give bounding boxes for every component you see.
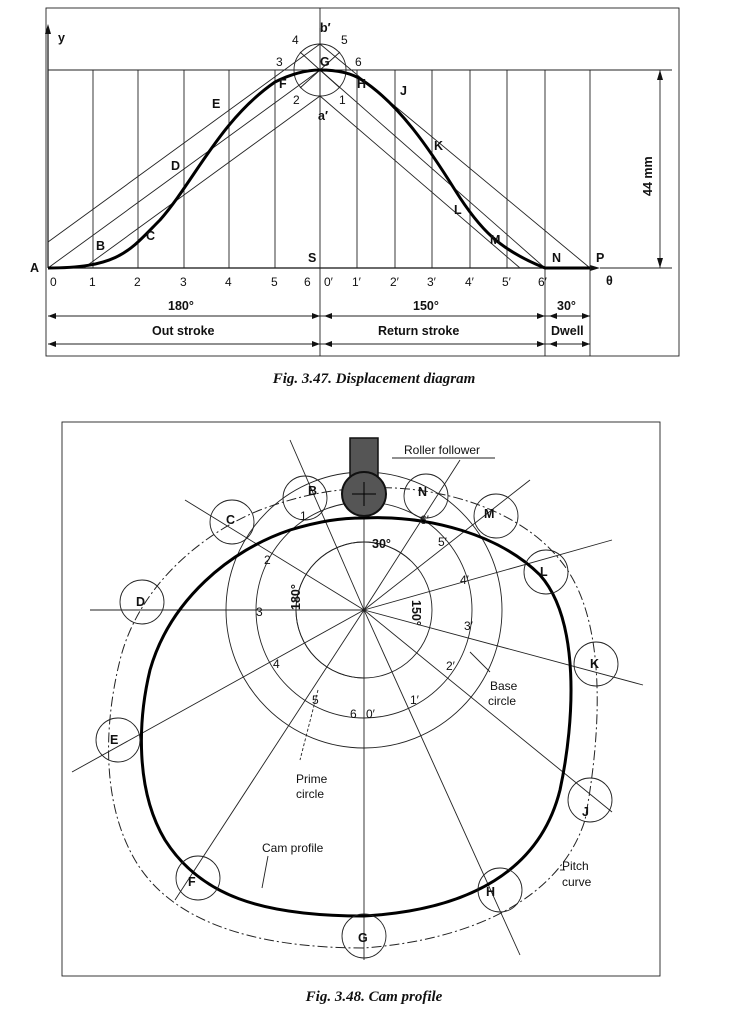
base-circle-label-2: circle <box>488 694 517 708</box>
caption-fig-3-47: Fig. 3.47. Displacement diagram <box>272 371 476 387</box>
cam-num-1: 1 <box>300 509 307 523</box>
cam-point-K: K <box>590 657 600 671</box>
point-J: J <box>400 84 407 98</box>
cam-angle-30: 30° <box>372 537 391 551</box>
roller-positions <box>96 474 618 958</box>
arc-number-4: 4 <box>292 33 299 47</box>
point-a-prime: a′ <box>318 109 328 123</box>
div-4p: 4′ <box>465 275 474 289</box>
angle-dwell: 30° <box>557 299 576 313</box>
cam-angle-180: 180° <box>289 584 303 610</box>
point-K: K <box>434 139 444 153</box>
base-circle-label-1: Base <box>490 679 518 693</box>
displacement-curve <box>48 70 590 268</box>
point-G: G <box>320 55 330 69</box>
cam-num-3p: 3′ <box>464 619 473 633</box>
y-axis-label: y <box>58 31 65 45</box>
div-5p: 5′ <box>502 275 511 289</box>
point-D: D <box>171 159 181 173</box>
div-2p: 2′ <box>390 275 399 289</box>
arc-number-5: 5 <box>341 33 348 47</box>
div-3: 3 <box>180 275 187 289</box>
cam-point-G: G <box>358 931 368 945</box>
cam-point-E: E <box>110 733 119 747</box>
diagram-frame <box>46 8 679 356</box>
div-6p: 6′ <box>538 275 547 289</box>
point-F: F <box>279 77 287 91</box>
roller-follower-label: Roller follower <box>404 443 481 457</box>
angle-return: 150° <box>413 299 439 313</box>
prime-circle-label-2: circle <box>296 787 325 801</box>
point-A: A <box>30 261 40 275</box>
displacement-diagram <box>0 0 748 370</box>
point-M: M <box>490 233 501 247</box>
cam-num-4p: 4′ <box>460 573 469 587</box>
cam-point-F: F <box>188 875 196 889</box>
cam-num-4: 4 <box>273 657 280 671</box>
point-C: C <box>146 229 156 243</box>
cam-num-6: 6 <box>350 707 357 721</box>
label-dwell: Dwell <box>551 324 584 338</box>
div-4: 4 <box>225 275 232 289</box>
cam-point-H: H <box>486 885 496 899</box>
cam-point-M: M <box>484 507 495 521</box>
arc-number-1: 1 <box>339 93 346 107</box>
cam-point-D: D <box>136 595 146 609</box>
div-1: 1 <box>89 275 96 289</box>
label-out-stroke: Out stroke <box>152 324 215 338</box>
point-b-prime: b′ <box>320 21 331 35</box>
cam-num-2p: 2′ <box>446 659 455 673</box>
cam-num-0p: 0′ <box>366 707 375 721</box>
cam-point-L: L <box>540 565 548 579</box>
pitch-curve-label-2: curve <box>562 875 592 889</box>
cam-profile-diagram <box>0 400 748 990</box>
div-6: 6 <box>304 275 311 289</box>
div-0: 0 <box>50 275 57 289</box>
theta-axis-label: θ <box>606 274 613 288</box>
cam-num-5: 5 <box>312 693 319 707</box>
point-E: E <box>212 97 221 111</box>
point-N: N <box>552 251 562 265</box>
caption-fig-3-48: Fig. 3.48. Cam profile <box>305 989 443 1005</box>
prime-circle-label-1: Prime <box>296 772 328 786</box>
label-return-stroke: Return stroke <box>378 324 460 338</box>
div-3p: 3′ <box>427 275 436 289</box>
angle-out: 180° <box>168 299 194 313</box>
cam-num-3: 3 <box>256 605 263 619</box>
cam-point-J: J <box>582 805 589 819</box>
pitch-curve-label-1: Pitch <box>562 859 589 873</box>
cam-point-C: C <box>226 513 236 527</box>
cam-num-5p: 5′ <box>438 535 447 549</box>
div-5: 5 <box>271 275 278 289</box>
point-H: H <box>357 77 367 91</box>
theta-axis-arrow <box>590 265 600 271</box>
point-S: S <box>308 251 317 265</box>
cam-angle-150: 150° <box>409 600 423 626</box>
arc-number-2: 2 <box>293 93 300 107</box>
cam-num-1p: 1′ <box>410 693 419 707</box>
div-2: 2 <box>134 275 141 289</box>
cam-num-2: 2 <box>264 553 271 567</box>
cam-point-N: N <box>418 485 428 499</box>
arc-number-3: 3 <box>276 55 283 69</box>
arc-number-6: 6 <box>355 55 362 69</box>
point-L: L <box>454 203 462 217</box>
cam-num-6p: 6′ <box>420 513 429 527</box>
point-P: P <box>596 251 605 265</box>
div-0p: 0′ <box>324 275 333 289</box>
lift-label: 44 mm <box>641 156 655 196</box>
point-B: B <box>96 239 106 253</box>
div-1p: 1′ <box>352 275 361 289</box>
cam-profile-label: Cam profile <box>262 841 324 855</box>
construction-lines <box>48 44 590 294</box>
cam-point-B: B <box>308 484 318 498</box>
